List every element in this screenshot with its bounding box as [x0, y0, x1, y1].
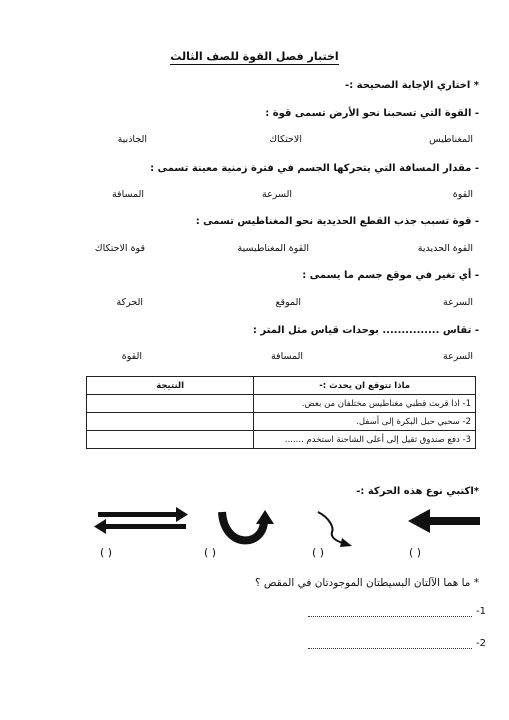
q2-option-1: القوة — [452, 189, 473, 200]
q2-option-3: المسافة — [111, 189, 144, 200]
table-action-cell: 3- دفع صندوق ثقيل إلى أعلى الشاحنة استخدم ....... — [254, 431, 476, 449]
table-result-cell[interactable] — [87, 413, 254, 431]
answer-line-2[interactable] — [308, 648, 472, 649]
page-title: اختبار فصل القوة للصف الثالث — [170, 50, 339, 63]
motion-blank-1[interactable]: ( ) — [409, 546, 422, 559]
prediction-table — [86, 376, 476, 449]
motion-blank-3[interactable]: ( ) — [204, 546, 217, 559]
answer-label-1: -1 — [476, 606, 486, 617]
q4-option-2: الموقع — [275, 297, 301, 308]
answer-row-2 — [308, 636, 498, 652]
instruction: * اختاري الإجابة الصحيحة :- — [345, 80, 479, 91]
curved-arrow-icon — [318, 512, 352, 547]
q5-option-2: المسافة — [270, 351, 303, 362]
circular-arrow-icon — [222, 510, 274, 540]
question-2: - مقدار المسافة التي يتحركها الجسم في فترة زمنية معينة تسمى : — [150, 163, 479, 174]
q5-option-3: القوة — [121, 351, 142, 362]
table-row — [87, 431, 476, 449]
q1-option-2: الاحتكاك — [269, 134, 302, 145]
q5-option-1: السرعة — [442, 351, 473, 362]
table-action-cell: 1- اذا قربت قطبي مغناطيس مختلفان من بعض. — [254, 395, 476, 413]
q4-option-3: الحركة — [116, 297, 143, 308]
question-5: - تقاس ............... بوحدات قياس مثل المتر : — [252, 325, 479, 336]
scissors-question: * ما هما الآلتان البسيطتان الموجودتان في المقص ؟ — [254, 577, 479, 589]
motion-icons — [0, 500, 509, 550]
header-action: ماذا تتوقع ان يحدث :- — [254, 377, 476, 395]
motion-question: *اكتبي نوع هذه الحركة :- — [356, 486, 479, 497]
q3-option-1: القوة الحديدية — [417, 243, 473, 254]
back-and-forth-arrow-icon — [94, 507, 188, 534]
table-row — [87, 413, 476, 431]
table-result-cell[interactable] — [87, 431, 254, 449]
table-result-cell[interactable] — [87, 395, 254, 413]
q3-option-2: القوة المغناطيسية — [237, 243, 309, 254]
question-4: - أي تغير في موقع جسم ما يسمى : — [302, 270, 479, 281]
motion-blank-4[interactable]: ( ) — [100, 546, 113, 559]
header-result: النتيجة — [87, 377, 254, 395]
q3-option-3: قوة الاحتكاك — [94, 243, 145, 254]
table-row — [87, 395, 476, 413]
q4-option-1: السرعة — [442, 297, 473, 308]
answer-label-2: -2 — [476, 638, 486, 649]
q1-option-1: المغناطيس — [429, 134, 473, 145]
straight-arrow-icon — [408, 509, 480, 533]
answer-row-1 — [308, 604, 498, 620]
q2-option-2: السرعة — [261, 189, 292, 200]
question-1: - القوة التي تسحبنا نحو الأرض تسمى قوة : — [265, 108, 479, 119]
table-header-row — [87, 377, 476, 395]
question-3: - قوة تسبب جذب القطع الحديدية نحو المغناطيس تسمى : — [195, 216, 479, 227]
answer-line-1[interactable] — [308, 616, 472, 617]
table-action-cell: 2- سحبي حبل البكرة إلى أسفل. — [254, 413, 476, 431]
q1-option-3: الجاذبية — [117, 134, 147, 145]
motion-blank-2[interactable]: ( ) — [312, 546, 325, 559]
